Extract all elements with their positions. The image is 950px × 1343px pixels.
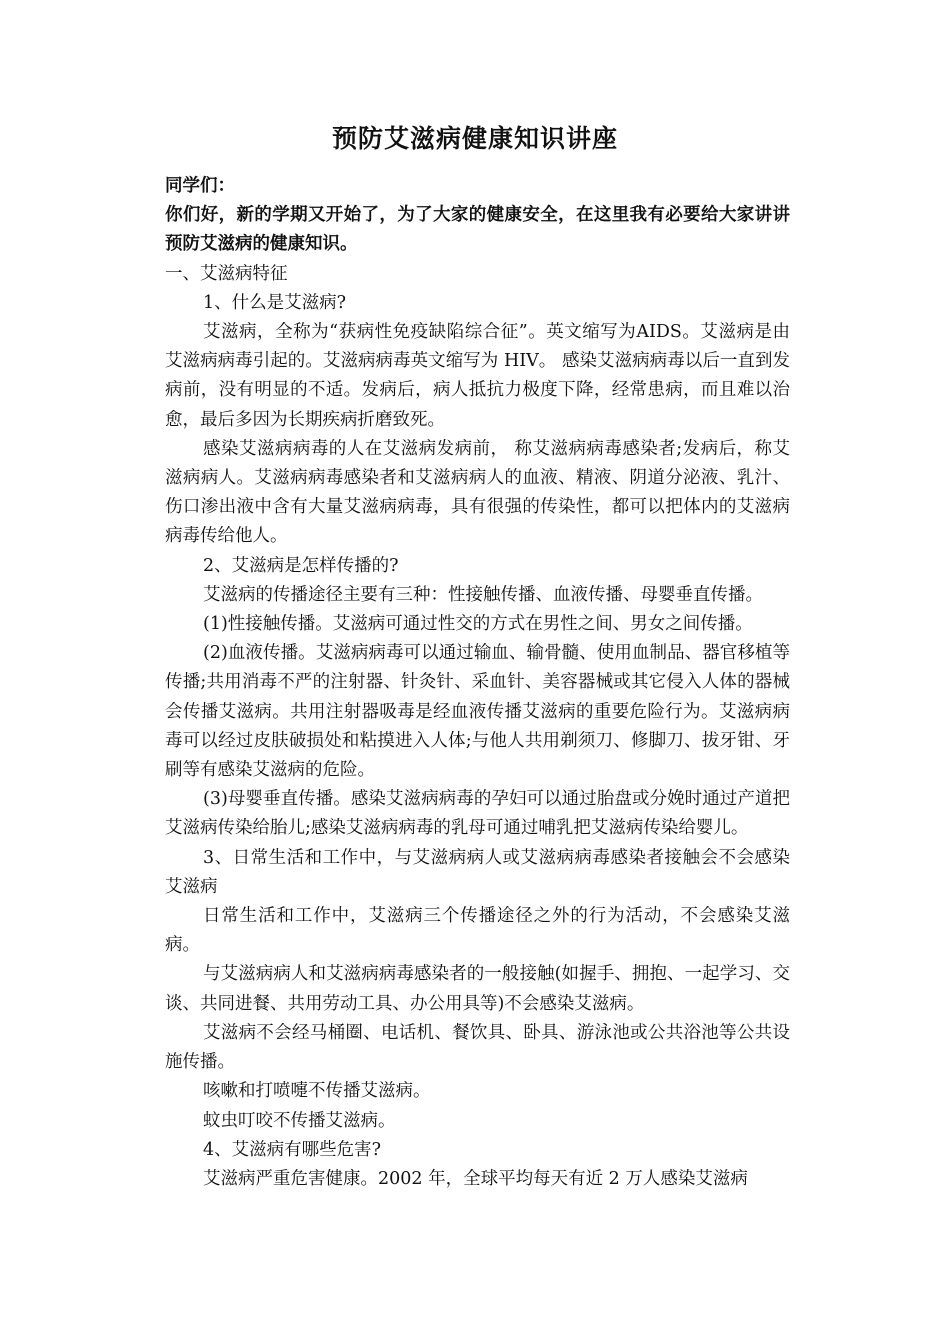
question-heading-1: 1、什么是艾滋病? — [203, 292, 347, 313]
paragraph-q2-1: 艾滋病的传播途径主要有三种：性接触传播、血液传播、母婴垂直传播。 — [203, 584, 763, 605]
question-heading-4: 4、艾滋病有哪些危害? — [203, 1139, 382, 1160]
paragraph-q3-3: 艾滋病不会经马桶圈、电话机、餐饮具、卧具、游泳池或公共浴池等公共设施传播。 — [165, 1022, 790, 1073]
paragraph-q2-4: (3)母婴垂直传播。感染艾滋病病毒的孕妇可以通过胎盘或分娩时通过产道把艾滋病传染给胎儿;感染艾滋病病毒的乳母可通过哺乳把艾滋病传染给婴儿。 — [165, 789, 790, 839]
salutation: 同学们： — [165, 176, 235, 196]
paragraph-q2-3: (2)血液传播。艾滋病病毒可以通过输血、输骨髓、使用血制品、器官移植等传播;共用消毒不严的注射器、针灸针、采血针、美容器械或其它侵入人体的器械会传播艾滋病。共用注射器吸毒是经血液传播艾滋病的重要危险行为。艾滋病病毒可以经过皮肤破损处和粘摸进入人体;与他人共用剃须刀、修脚刀、拔牙钳、牙刷等有感染艾滋病的危险。 — [165, 643, 790, 781]
question-heading-2: 2、艾滋病是怎样传播的? — [203, 555, 399, 576]
paragraph-q3-2: 与艾滋病病人和艾滋病病毒感染者的一般接触(如握手、拥抱、一起学习、交谈、共同进餐、共用劳动工具、办公用具等)不会感染艾滋病。 — [165, 964, 790, 1014]
paragraph-q1-2: 感染艾滋病病毒的人在艾滋病发病前， 称艾滋病病毒感染者;发病后，称艾滋病病人。艾滋病病毒感染者和艾滋病病人的血液、精液、阴道分泌液、乳汁、伤口渗出液中含有大量艾滋病病毒，具有很强的传染性，都可以把体内的艾滋病病毒传给他人。 — [165, 438, 790, 547]
intro-paragraph: 你们好，新的学期又开始了，为了大家的健康安全，在这里我有必要给大家讲讲预防艾滋病的健康知识。 — [165, 205, 790, 255]
paragraph-q1-1: 艾滋病，全称为“获病性免疫缺陷综合征”。英文缩写为AIDS。艾滋病是由艾滋病病毒引起的。艾滋病病毒英文缩写为 HIV。 感染艾滋病病毒以后一直到发病前，没有明显的不适。发病后，病人抵抗力极度下降，经常患病，而且难以治愈，最后多因为长期疾病折磨致死。 — [165, 322, 790, 430]
paragraph-q4-1: 艾滋病严重危害健康。2002 年，全球平均每天有近 2 万人感染艾滋病 — [203, 1168, 748, 1189]
question-heading-3: 3、日常生活和工作中，与艾滋病病人或艾滋病病毒感染者接触会不会感染艾滋病 — [165, 847, 790, 897]
document-body — [165, 172, 790, 1194]
paragraph-q3-5: 蚊虫叮咬不传播艾滋病。 — [203, 1110, 396, 1131]
paragraph-q2-2: (1)性接触传播。艾滋病可通过性交的方式在男性之间、男女之间传播。 — [203, 614, 753, 635]
document-title: 预防艾滋病健康知识讲座 — [331, 124, 618, 153]
paragraph-q3-1: 日常生活和工作中，艾滋病三个传播途径之外的行为活动，不会感染艾滋病。 — [165, 906, 790, 956]
section-heading: 一、艾滋病特征 — [165, 263, 288, 284]
paragraph-q3-4: 咳嗽和打喷嚏不传播艾滋病。 — [203, 1081, 431, 1102]
